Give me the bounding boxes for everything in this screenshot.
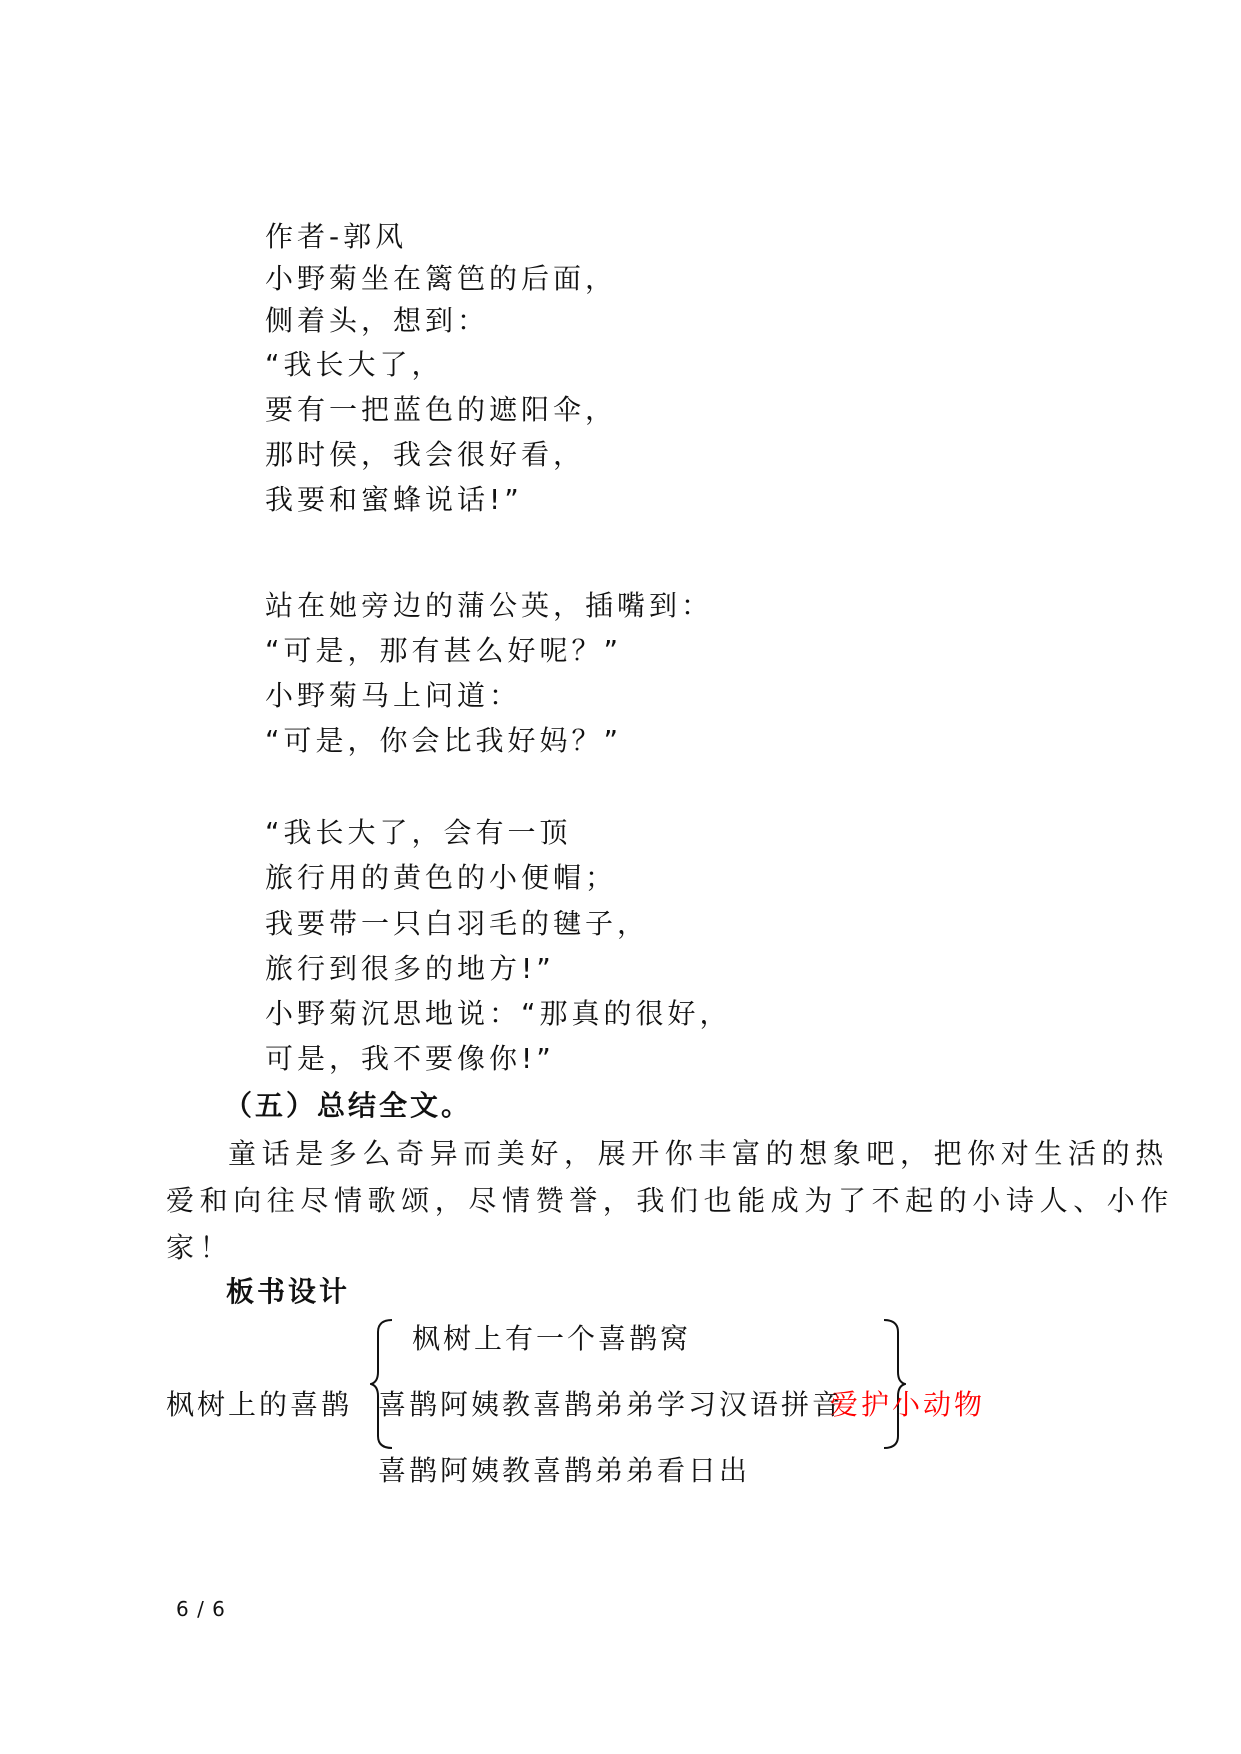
page-number: 6 / 6 — [176, 1597, 226, 1621]
poem-line: “我长大了，会有一顶 — [265, 816, 572, 849]
poem-line: 旅行到很多的地方!” — [265, 952, 555, 985]
poem-line: “可是，你会比我好妈？” — [265, 724, 623, 757]
section-heading: （五）总结全文。 — [224, 1089, 473, 1122]
board-item: 喜鹊阿姨教喜鹊弟弟学习汉语拼音 — [378, 1388, 844, 1421]
poem-line: 侧着头，想到： — [265, 304, 490, 337]
poem-line: 站在她旁边的蒲公英，插嘴到： — [265, 589, 714, 622]
poem-line: 那时侯，我会很好看， — [265, 438, 586, 471]
poem-author-line: 作者-郭风 — [265, 220, 408, 253]
poem-line: 要有一把蓝色的遮阳伞， — [265, 393, 618, 426]
left-brace-icon — [370, 1318, 396, 1450]
poem-line: “可是，那有甚么好呢？” — [265, 634, 623, 667]
board-left-label: 枫树上的喜鹊 — [166, 1388, 353, 1421]
poem-line: 小野菊马上问道： — [265, 679, 522, 712]
poem-line: 小野菊沉思地说：“那真的很好， — [265, 997, 732, 1030]
summary-paragraph-line: 童话是多么奇异而美好，展开你丰富的想象吧，把你对生活的热 — [228, 1137, 1169, 1170]
summary-paragraph-line: 家！ — [166, 1231, 234, 1264]
board-item: 喜鹊阿姨教喜鹊弟弟看日出 — [378, 1454, 751, 1487]
poem-line: 可是，我不要像你!” — [265, 1042, 555, 1075]
right-brace-icon — [880, 1318, 906, 1450]
board-design-title: 板书设计 — [226, 1275, 351, 1308]
board-right-label: 爱护小动物 — [830, 1388, 986, 1421]
board-item: 枫树上有一个喜鹊窝 — [412, 1322, 692, 1355]
poem-line: 小野菊坐在篱笆的后面， — [265, 262, 618, 295]
poem-line: 我要和蜜蜂说话!” — [265, 483, 523, 516]
poem-line: “我长大了， — [265, 348, 444, 381]
poem-line: 我要带一只白羽毛的毽子， — [265, 907, 650, 940]
summary-paragraph-line: 爱和向往尽情歌颂，尽情赞誉，我们也能成为了不起的小诗人、小作 — [166, 1184, 1175, 1217]
poem-line: 旅行用的黄色的小便帽； — [265, 861, 618, 894]
